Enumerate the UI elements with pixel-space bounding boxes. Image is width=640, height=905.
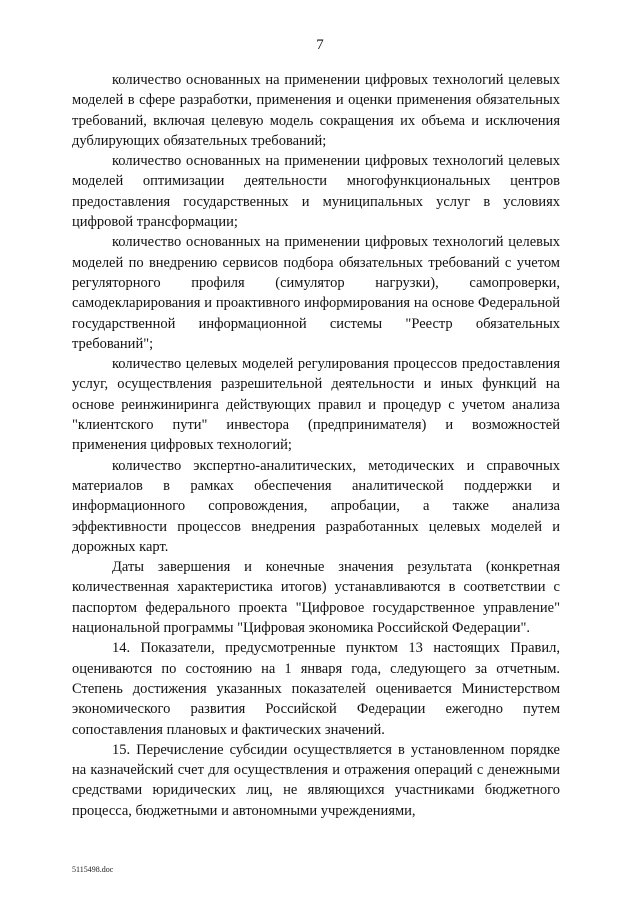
- paragraph-completion-dates: Даты завершения и конечные значения результата (конкретная количественная характеристика итогов) устанавливаются в соответствии с паспортом федерального проекта "Цифровое государственное управление" национальной программы "Цифровая экономика Российской Федерации".: [72, 559, 560, 637]
- document-body: [72, 70, 560, 821]
- paragraph-clause-14: 14. Показатели, предусмотренные пунктом 13 настоящих Правил, оцениваются по состоянию на 1 января года, следующего за отчетным. Степень достижения указанных показателей оценивается Министерством экономического развития Российской Федерации ежегодно путем сопоставления плановых и фактических значений.: [72, 640, 560, 738]
- paragraph-indicator-mfc-optimization: количество основанных на применении цифровых технологий целевых моделей оптимизации деятельности многофункциональных центров предоставления государственных и муниципальных услуг в условиях цифровой трансформации;: [72, 153, 560, 231]
- paragraph-indicator-service-regulation: количество целевых моделей регулирования процессов предоставления услуг, осуществления разрешительной деятельности и иных функций на основе реинжиниринга действующих правил и процедур с учетом анализа "клиентского пути" инвестора (предпринимателя) и возможностей применения цифровых технологий;: [72, 356, 560, 454]
- paragraph-indicator-requirement-services: количество основанных на применении цифровых технологий целевых моделей по внедрению сервисов подбора обязательных требований с учетом регуляторного профиля (симулятор нагрузки), самопроверки, самодекларирования и проактивного информирования на основе Федеральной государственной информационной системы "Реестр обязательных требований";: [72, 234, 560, 352]
- paragraph-clause-15: 15. Перечисление субсидии осуществляется в установленном порядке на казначейский счет для осуществления и отражения операций с денежными средствами юридических лиц, не являющихся участниками бюджетного процесса, бюджетными и автономными учреждениями,: [72, 741, 560, 819]
- document-filename: 5115498.doc: [72, 865, 114, 874]
- paragraph-indicator-mandatory-requirements: количество основанных на применении цифровых технологий целевых моделей в сфере разработки, применения и оценки применения обязательных требований, включая целевую модель сокращения их объема и исключения дублирующих обязательных требований;: [72, 72, 560, 149]
- page-number: 7: [316, 37, 324, 53]
- paragraph-indicator-analytical-materials: количество экспертно-аналитических, методических и справочных материалов в рамках обеспечения аналитической поддержки и информационного сопровождения, апробации, а также анализа эффективности процессов внедрения разработанных целевых моделей и дорожных карт.: [72, 457, 560, 555]
